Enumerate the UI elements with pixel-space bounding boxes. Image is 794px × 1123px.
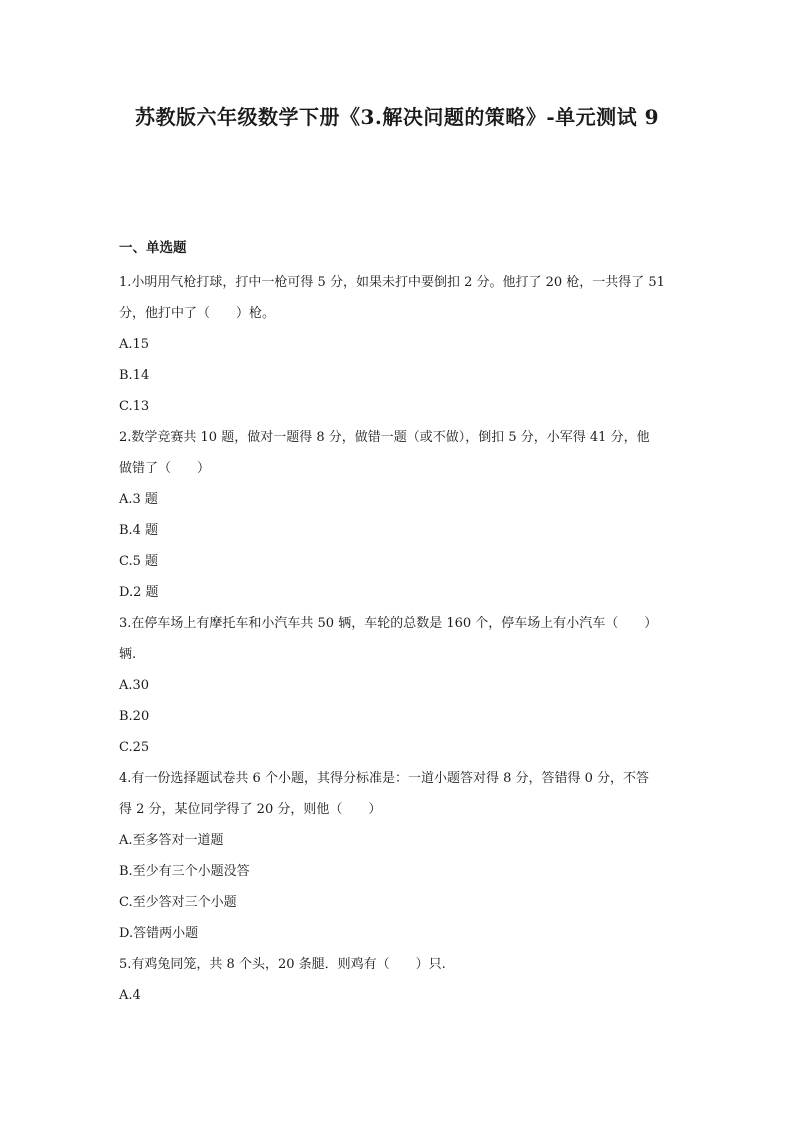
answer-option: C.5 题 — [119, 554, 159, 569]
answer-option: A.15 — [119, 337, 150, 352]
answer-option: A.3 题 — [119, 492, 158, 507]
answer-option: A.30 — [119, 678, 150, 693]
question-stem-line: 4.有一份选择题试卷共 6 个小题，其得分标准是：一道小题答对得 8 分，答错得 0 分，不答 — [119, 771, 650, 786]
answer-option: C.13 — [119, 399, 150, 414]
section-heading: 一、单选题 — [119, 240, 187, 256]
question-stem-line: 分，他打中了（ ）枪。 — [119, 306, 276, 321]
question-stem-line: 1.小明用气枪打球，打中一枪可得 5 分，如果未打中要倒扣 2 分。他打了 20 枪，一共得了 51 — [119, 275, 665, 290]
answer-option: A.至多答对一道题 — [119, 833, 224, 848]
question-2 — [119, 422, 679, 608]
answer-option: D.2 题 — [119, 585, 159, 600]
question-stem-line: 做错了（ ） — [119, 461, 211, 476]
document-body — [119, 237, 679, 1011]
answer-option: D.答错两小题 — [119, 926, 199, 941]
answer-option: A.4 — [119, 988, 141, 1003]
answer-option: B.20 — [119, 709, 150, 724]
question-4 — [119, 763, 679, 949]
answer-option: C.25 — [119, 740, 150, 755]
document-title: 苏教版六年级数学下册《3.解决问题的策略》-单元测试 9 — [134, 105, 660, 129]
answer-option: C.至少答对三个小题 — [119, 895, 237, 910]
question-1 — [119, 267, 679, 422]
answer-option: B.至少有三个小题没答 — [119, 864, 250, 879]
question-stem-line: 得 2 分，某位同学得了 20 分，则他（ ） — [119, 802, 382, 817]
question-stem-line: 3.在停车场上有摩托车和小汽车共 50 辆，车轮的总数是 160 个，停车场上有小汽车（ ） — [119, 616, 658, 631]
question-stem-line: 5.有鸡兔同笼，共 8 个头，20 条腿．则鸡有（ ）只. — [119, 957, 446, 972]
answer-option: B.14 — [119, 368, 150, 383]
question-5 — [119, 949, 679, 1011]
question-stem-line: 2.数学竞赛共 10 题，做对一题得 8 分，做错一题（或不做），倒扣 5 分，小军得 41 分，他 — [119, 430, 650, 445]
question-stem-line: 辆. — [119, 647, 137, 662]
question-list — [119, 267, 679, 1011]
answer-option: B.4 题 — [119, 523, 159, 538]
question-3 — [119, 608, 679, 763]
